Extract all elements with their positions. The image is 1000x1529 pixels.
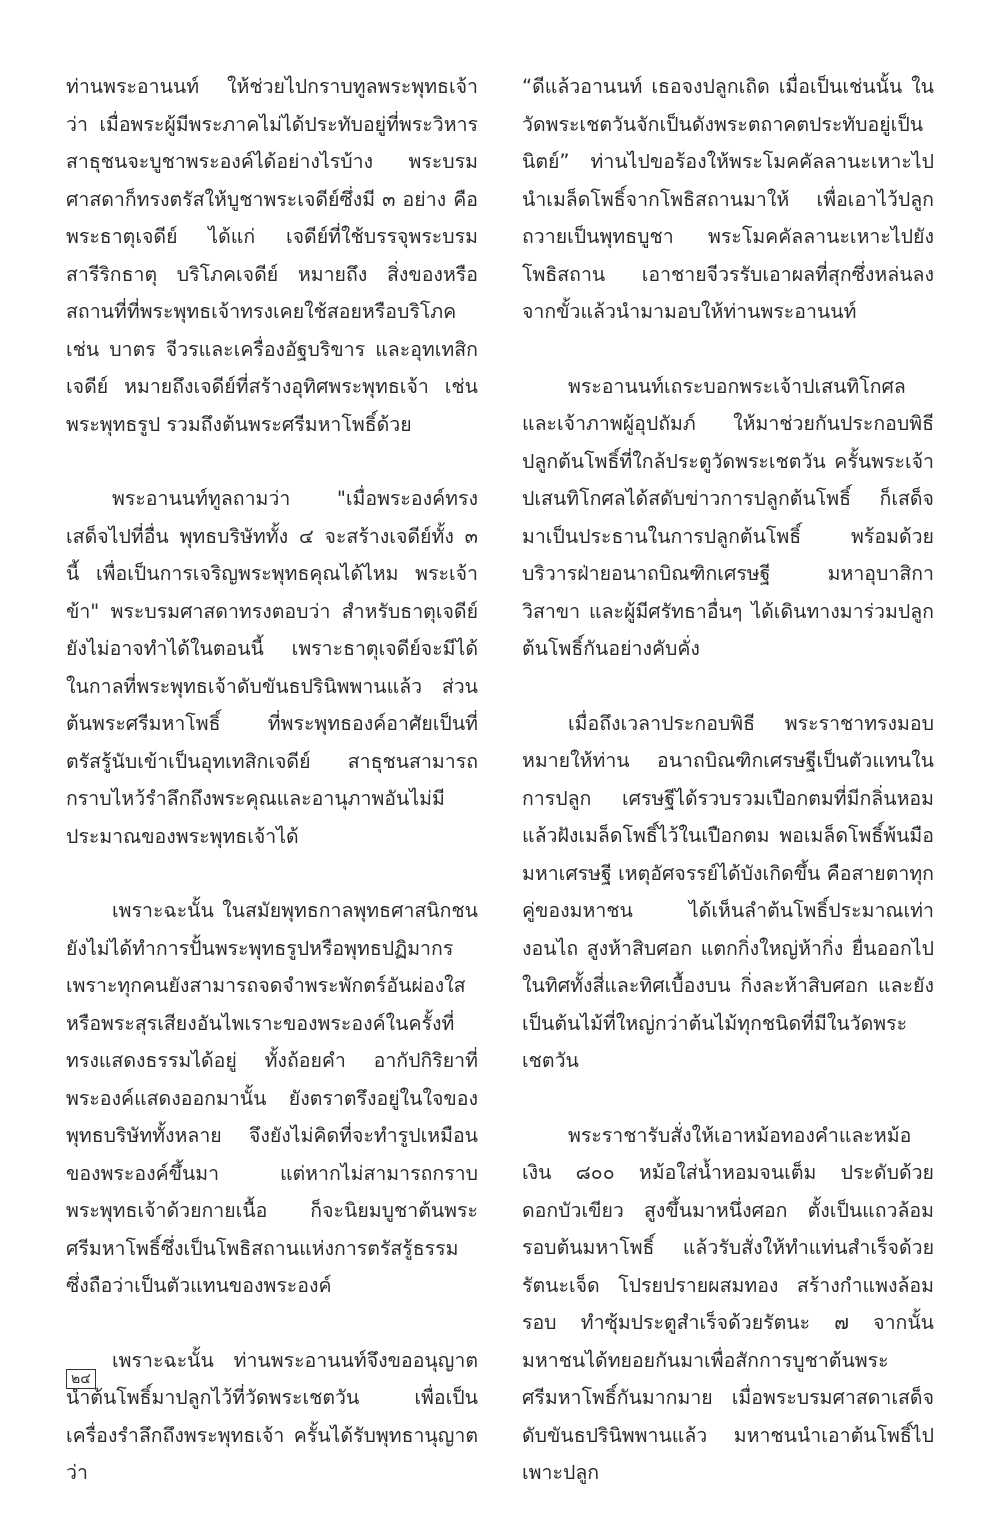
left-paragraph-3: เพราะฉะนั้น ในสมัยพุทธกาลพุทธศาสนิกชนยังไม่ได้ทำการปั้นพระพุทธรูปหรือพุทธปฏิมากร เพราะทุกคนยังสามารถจดจำพระพักตร์อันผ่องใสหรือพระสุรเสียงอันไพเราะของพระองค์ในครั้งที่ทรงแสดงธรรมได้อยู่ ทั้งถ้อยคำ อากัปกิริยาที่พระองค์แสดงออกมานั้น ยังตราตรึงอยู่ในใจของพุทธบริษัททั้งหลาย จึงยังไม่คิดที่จะทำรูปเหมือนของพระองค์ขึ้นมา แต่หากไม่สามารถกราบพระพุทธเจ้าด้วยกายเนื้อ ก็จะนิยมบูชาต้นพระศรีมหาโพธิ์ซึ่งเป็นโพธิสถานแห่งการตรัสรู้ธรรม ซึ่งถือว่าเป็นตัวแทนของพระองค์ — [66, 899, 478, 1297]
right-paragraph-2: พระอานนท์เถระบอกพระเจ้าปเสนทิโกศลและเจ้าภาพผู้อุปถัมภ์ ให้มาช่วยกันประกอบพิธีปลูกต้นโพธิ์ที่ใกล้ประตูวัดพระเชตวัน ครั้นพระเจ้าปเสนทิโกศลได้สดับข่าวการปลูกต้นโพธิ์ ก็เสด็จมาเป็นประธานในการปลูกต้นโพธิ์ พร้อมด้วยบริวารฝ่ายอนาถบิณฑิกเศรษฐี มหาอุบาสิกาวิสาขา และผู้มีศรัทธาอื่นๆ ได้เดินทางมาร่วมปลูกต้นโพธิ์กันอย่างคับคั่ง — [522, 374, 934, 660]
right-paragraph-4: พระราชารับสั่งให้เอาหม้อทองคำและหม้อเงิน ๘๐๐ หม้อใส่น้ำหอมจนเต็ม ประดับด้วยดอกบัวเขียว สูงขึ้นมาหนึ่งศอก ตั้งเป็นแถวล้อมรอบต้นมหาโพธิ์ แล้วรับสั่งให้ทำแท่นสำเร็จด้วยรัตนะเจ็ด โปรยปรายผสมทอง สร้างกำแพงล้อมรอบ ทำซุ้มประตูสำเร็จด้วยรัตนะ ๗ จากนั้นมหาชนได้ทยอยกันมาเพื่อสักการบูชาต้นพระศรีมหาโพธิ์กันมากมาย เมื่อพระบรมศาสดาเสด็จดับขันธปรินิพพานแล้ว มหาชนนำเอาต้นโพธิ์ไปเพาะปลูก — [522, 1123, 934, 1484]
right-paragraph-1: “ดีแล้วอานนท์ เธอจงปลูกเถิด เมื่อเป็นเช่นนั้น ในวัดพระเชตวันจักเป็นดังพระตถาคตประทับอยู่เป็นนิตย์” ท่านไปขอร้องให้พระโมคคัลลานะเหาะไปนำเมล็ดโพธิ์จากโพธิสถานมาให้ เพื่อเอาไว้ปลูกถวายเป็นพุทธบูชา พระโมคคัลลานะเหาะไปยังโพธิสถาน เอาชายจีวรรับเอาผลที่สุกซึ่งหล่นลงจากขั้วแล้วนำมามอบให้ท่านพระอานนท์ — [522, 75, 934, 323]
left-column — [66, 68, 478, 1529]
right-paragraph-3: เมื่อถึงเวลาประกอบพิธี พระราชาทรงมอบหมายให้ท่าน อนาถบิณฑิกเศรษฐีเป็นตัวแทนในการปลูก เศรษฐีได้รวบรวมเปือกตมที่มีกลิ่นหอมแล้วฝังเมล็ดโพธิ์ไว้ในเปือกตม พอเมล็ดโพธิ์พ้นมือมหาเศรษฐี เหตุอัศจรรย์ได้บังเกิดขึ้น คือสายตาทุกคู่ของมหาชน ได้เห็นลำต้นโพธิ์ประมาณเท่างอนไถ สูงห้าสิบศอก แตกกิ่งใหญ่ห้ากิ่ง ยื่นออกไปในทิศทั้งสี่และทิศเบื้องบน กิ่งละห้าสิบศอก และยังเป็นต้นไม้ที่ใหญ่กว่าต้นไม้ทุกชนิดที่มีในวัดพระเชตวัน — [522, 711, 934, 1072]
left-paragraph-4: เพราะฉะนั้น ท่านพระอานนท์จึงขออนุญาตนำต้นโพธิ์มาปลูกไว้ที่วัดพระเชตวัน เพื่อเป็นเครื่องรำลึกถึงพระพุทธเจ้า ครั้นได้รับพุทธานุญาตว่า — [66, 1348, 478, 1484]
right-column — [522, 68, 934, 1529]
left-paragraph-1: ท่านพระอานนท์ ให้ช่วยไปกราบทูลพระพุทธเจ้าว่า เมื่อพระผู้มีพระภาคไม่ได้ประทับอยู่ที่พระวิหาร สาธุชนจะบูชาพระองค์ได้อย่างไรบ้าง พระบรมศาสดาก็ทรงตรัสให้บูชาพระเจดีย์ซึ่งมี ๓ อย่าง คือ พระธาตุเจดีย์ ได้แก่ เจดีย์ที่ใช้บรรจุพระบรมสารีริกธาตุ บริโภคเจดีย์ หมายถึง สิ่งของหรือสถานที่ที่พระพุทธเจ้าทรงเคยใช้สอยหรือบริโภค เช่น บาตร จีวรและเครื่องอัฐบริขาร และอุทเทสิกเจดีย์ หมายถึงเจดีย์ที่สร้างอุทิศพระพุทธเจ้า เช่น พระพุทธรูป รวมถึงต้นพระศรีมหาโพธิ์ด้วย — [66, 75, 478, 436]
left-paragraph-2: พระอานนท์ทูลถามว่า "เมื่อพระองค์ทรงเสด็จไปที่อื่น พุทธบริษัททั้ง ๔ จะสร้างเจดีย์ทั้ง ๓ นี้ เพื่อเป็นการเจริญพระพุทธคุณได้ไหม พระเจ้าข้า" พระบรมศาสดาทรงตอบว่า สำหรับธาตุเจดีย์ยังไม่อาจทำได้ในตอนนี้ เพราะธาตุเจดีย์จะมีได้ในกาลที่พระพุทธเจ้าดับขันธปรินิพพานแล้ว ส่วนต้นพระศรีมหาโพธิ์ ที่พระพุทธองค์อาศัยเป็นที่ตรัสรู้นับเข้าเป็นอุทเทสิกเจดีย์ สาธุชนสามารถกราบไหว้รำลึกถึงพระคุณและอานุภาพอันไม่มีประมาณของพระพุทธเจ้าได้ — [66, 487, 478, 848]
page-number: ๒๔ — [66, 1369, 96, 1389]
